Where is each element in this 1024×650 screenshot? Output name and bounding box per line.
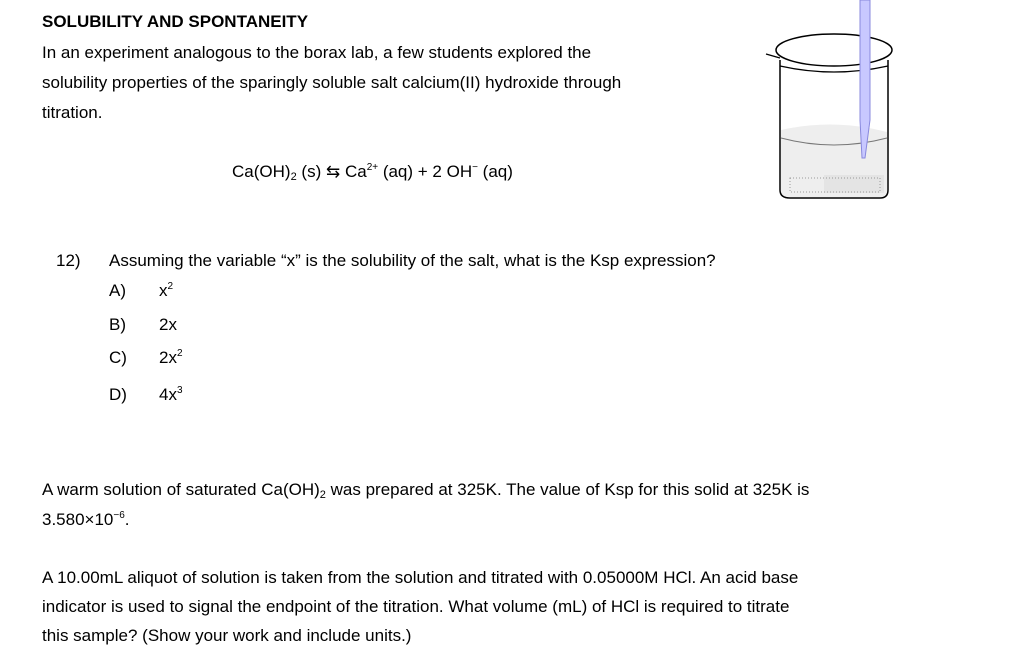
titration-line: indicator is used to signal the endpoint of the titration. What volume (mL) of HCl is required to titrate (42, 597, 790, 616)
titration-line: A 10.00mL aliquot of solution is taken from the solution and titrated with 0.05000M HCl. An acid base (42, 568, 799, 587)
option-b[interactable]: B) 2x (109, 315, 177, 334)
beaker-illustration (750, 0, 910, 210)
ksp-value: $3.580\times 10^{-6}$. (42, 510, 130, 529)
intro-line: In an experiment analogous to the borax lab, a few students explored the (42, 43, 592, 62)
option-c[interactable]: C) $2x^2$ (109, 348, 183, 367)
question-text: Assuming the variable “x” is the solubility of the salt, what is the Ksp expression? (109, 251, 716, 270)
equilibrium-arrow-icon: ⇆ (325, 162, 341, 181)
intro-line: titration. (42, 103, 103, 122)
question-number: 12) (56, 251, 81, 270)
titration-line: this sample? (Show your work and include units.) (42, 626, 412, 645)
ksp-paragraph: A warm solution of saturated $Ca(OH)_2$ was prepared at 325K. The value of Ksp for this solid at 325K is (42, 480, 810, 501)
option-a[interactable]: A) $x^2$ (109, 281, 174, 300)
option-d[interactable]: D) $4x^3$ (109, 385, 183, 404)
page-title: SOLUBILITY AND SPONTANEITY (42, 12, 309, 31)
equilibrium-equation: $Ca(OH)_2$ (s) ⇆ $Ca^{2+}$ (aq) + 2 OH− (aq) (232, 162, 513, 183)
intro-line: solubility properties of the sparingly soluble salt calcium(II) hydroxide through (42, 73, 622, 92)
